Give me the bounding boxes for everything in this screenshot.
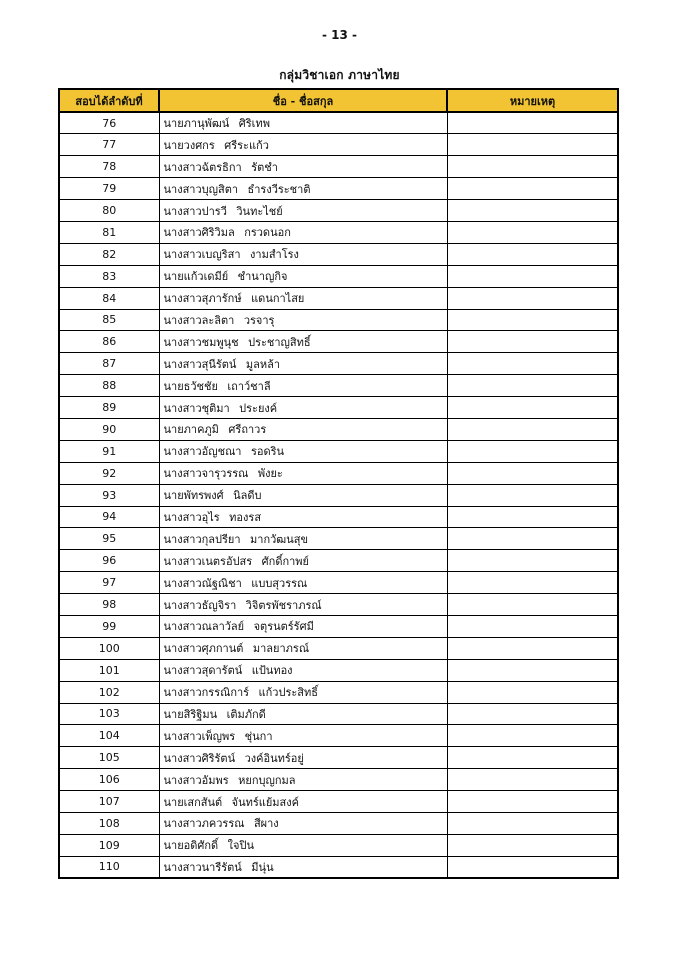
note-cell [447,725,618,747]
rank-cell: 78 [59,156,159,178]
name-cell: นางสาวธัญจิรา วิจิตรพัชราภรณ์ [159,594,447,616]
name-cell: นางสาวเพ็ญพร ชุ่นกา [159,725,447,747]
name-cell: นางสาวกุลปรียา มากวัฒนสุข [159,528,447,550]
rank-cell: 109 [59,834,159,856]
rank-cell: 86 [59,331,159,353]
note-cell [447,462,618,484]
rank-cell: 87 [59,353,159,375]
table-row [59,134,618,156]
rank-cell: 107 [59,791,159,813]
rank-cell: 96 [59,550,159,572]
rank-cell: 82 [59,243,159,265]
name-cell: นางสาวภควรรณ สีผาง [159,813,447,835]
section-heading: กลุ่มวิชาเอก ภาษาไทย [279,68,400,82]
name-cell: นางสาวอุไร ทองรส [159,506,447,528]
name-cell: นางสาวจารุวรรณ พังยะ [159,462,447,484]
column-header-rank: สอบได้ลำดับที่ [59,89,159,112]
name-cell: นางสาวณลาวัลย์ จตุรนตร์รัศมี [159,615,447,637]
rank-cell: 110 [59,856,159,878]
rank-cell: 98 [59,594,159,616]
rank-cell: 80 [59,200,159,222]
note-cell [447,550,618,572]
name-cell: นางสาวสุดารัตน์ แป้นทอง [159,659,447,681]
note-cell [447,440,618,462]
column-header-note: หมายเหตุ [447,89,618,112]
note-cell [447,747,618,769]
table-header-row [59,89,618,112]
table-row [59,856,618,878]
rank-cell: 89 [59,397,159,419]
table-row [59,243,618,265]
name-cell: นางสาวสุนีรัตน์ มูลหล้า [159,353,447,375]
rank-cell: 94 [59,506,159,528]
table-row [59,221,618,243]
note-cell [447,594,618,616]
rank-cell: 85 [59,309,159,331]
rank-cell: 90 [59,418,159,440]
rank-cell: 100 [59,637,159,659]
name-cell: นายภานุพัฒน์ ศิริเทพ [159,112,447,134]
name-cell: นางสาวอัมพร หยกบุญกมล [159,769,447,791]
name-cell: นางสาวปารวี วินทะไชย์ [159,200,447,222]
table-row [59,397,618,419]
rank-cell: 83 [59,265,159,287]
note-cell [447,156,618,178]
rank-cell: 106 [59,769,159,791]
name-cell: นางสาวอัญชณา รอดริน [159,440,447,462]
table-row [59,813,618,835]
rank-cell: 97 [59,572,159,594]
table-row [59,265,618,287]
rank-cell: 99 [59,615,159,637]
note-cell [447,484,618,506]
rank-cell: 76 [59,112,159,134]
note-cell [447,703,618,725]
name-cell: นางสาวบุญสิตา ธำรงวีระชาติ [159,178,447,200]
table-row [59,440,618,462]
note-cell [447,178,618,200]
note-cell [447,637,618,659]
rank-cell: 101 [59,659,159,681]
table-row [59,287,618,309]
name-cell: นางสาวศิริวิมล กรวดนอก [159,221,447,243]
rank-cell: 93 [59,484,159,506]
name-cell: นางสาวศุภกานต์ มาลยาภรณ์ [159,637,447,659]
note-cell [447,791,618,813]
name-cell: นายแก้วเดมีย์ ชำนาญกิจ [159,265,447,287]
note-cell [447,572,618,594]
rank-cell: 102 [59,681,159,703]
note-cell [447,331,618,353]
note-cell [447,659,618,681]
note-cell [447,200,618,222]
table-row [59,659,618,681]
rank-cell: 104 [59,725,159,747]
name-cell: นายสิริฐิมน เติมภักดี [159,703,447,725]
table-row [59,178,618,200]
table-row [59,331,618,353]
note-cell [447,353,618,375]
rank-cell: 105 [59,747,159,769]
table-row [59,769,618,791]
table-row [59,747,618,769]
note-cell [447,856,618,878]
table-row [59,484,618,506]
name-cell: นางสาวฉัตรธิกา รัตชำ [159,156,447,178]
note-cell [447,397,618,419]
table-row [59,375,618,397]
candidate-table [58,88,619,879]
name-cell: นางสาวนารีรัตน์ มีนุ่น [159,856,447,878]
table-row [59,353,618,375]
note-cell [447,287,618,309]
table-row [59,791,618,813]
table-row [59,681,618,703]
name-cell: นางสาวเบญริสา งามสำโรง [159,243,447,265]
table-row [59,615,618,637]
table-row [59,637,618,659]
page-number: - 13 - [321,28,357,42]
table-row [59,462,618,484]
rank-cell: 108 [59,813,159,835]
name-cell: นายเสกสันต์ จันทร์แย้มสงค์ [159,791,447,813]
note-cell [447,112,618,134]
note-cell [447,418,618,440]
name-cell: นายภาคภูมิ ศรีถาวร [159,418,447,440]
table-row [59,309,618,331]
note-cell [447,134,618,156]
table-row [59,112,618,134]
name-cell: นางสาวกรรณิการ์ แก้วประสิทธิ์ [159,681,447,703]
note-cell [447,309,618,331]
table-row [59,550,618,572]
rank-cell: 84 [59,287,159,309]
table-row [59,156,618,178]
name-cell: นางสาวเนตรอัปสร ศักดิ์กาพย์ [159,550,447,572]
name-cell: นายอดิศักดิ์ ใจปิน [159,834,447,856]
column-header-name: ชื่อ - ชื่อสกุล [159,89,447,112]
note-cell [447,375,618,397]
rank-cell: 92 [59,462,159,484]
note-cell [447,681,618,703]
note-cell [447,813,618,835]
table-row [59,200,618,222]
rank-cell: 91 [59,440,159,462]
rank-cell: 79 [59,178,159,200]
name-cell: นายพัทรพงศ์ นิลดีบ [159,484,447,506]
note-cell [447,221,618,243]
rank-cell: 95 [59,528,159,550]
note-cell [447,615,618,637]
note-cell [447,528,618,550]
name-cell: นางสาวณัฐณิชา แบบสุวรรณ [159,572,447,594]
table-row [59,725,618,747]
note-cell [447,769,618,791]
name-cell: นางสาวชุติมา ประยงค์ [159,397,447,419]
note-cell [447,506,618,528]
table-row [59,572,618,594]
name-cell: นางสาวศิริรัตน์ วงค์อินทร์อยู่ [159,747,447,769]
name-cell: นางสาวละลิตา วรจารุ [159,309,447,331]
rank-cell: 103 [59,703,159,725]
table-row [59,418,618,440]
rank-cell: 81 [59,221,159,243]
name-cell: นางสาวชมพูนุช ประชาญสิทธิ์ [159,331,447,353]
table-row [59,506,618,528]
note-cell [447,265,618,287]
note-cell [447,243,618,265]
table-row [59,703,618,725]
table-row [59,834,618,856]
rank-cell: 77 [59,134,159,156]
name-cell: นายธวัชชัย เถาว์ชาลี [159,375,447,397]
table-row [59,594,618,616]
note-cell [447,834,618,856]
name-cell: นางสาวสุภารักษ์ แดนกาไสย [159,287,447,309]
name-cell: นายวงศกร ศรีระแก้ว [159,134,447,156]
rank-cell: 88 [59,375,159,397]
table-row [59,528,618,550]
